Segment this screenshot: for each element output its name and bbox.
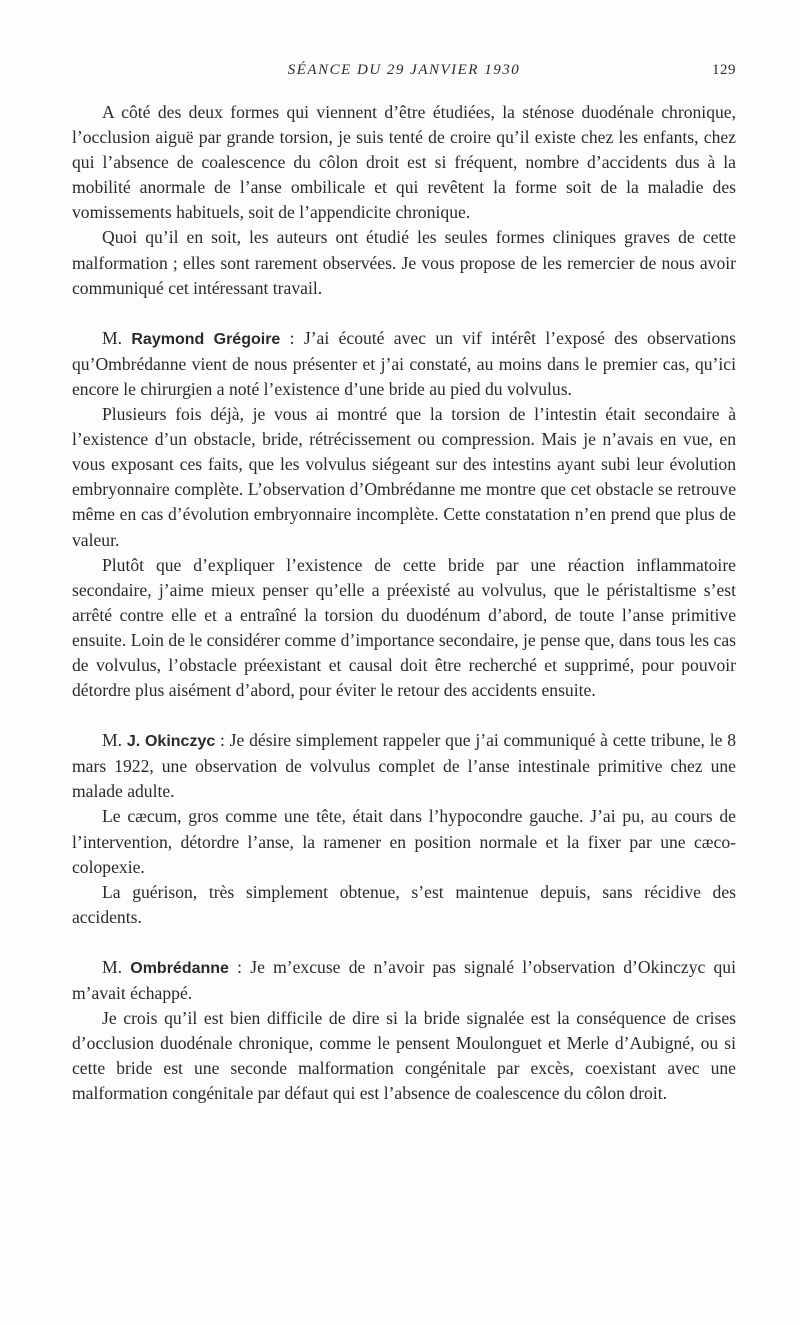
paragraph-5 <box>72 553 736 704</box>
speaker-name: Ombrédanne <box>130 959 229 977</box>
paragraph-text: : Je m’excuse de n’avoir pas signalé l’observation d’Okinczyc qui m’avait échappé. <box>72 956 736 1003</box>
paragraph-text: : J’ai écouté avec un vif intérêt l’exposé des observations qu’Ombrédanne vient de nous présenter et j’ai constaté, au moins dans le premier cas, qu’ici encore le chirurgien a noté l’existence d’une bride au pied du volvulus. <box>72 327 736 399</box>
speaker-prefix: M. <box>102 956 131 977</box>
paragraph-3 <box>72 326 736 402</box>
page-body <box>72 100 736 1106</box>
paragraph-8 <box>72 880 736 930</box>
paragraph-4 <box>72 402 736 553</box>
paragraph-text: Plusieurs fois déjà, je vous ai montré que la torsion de l’intestin était secondaire à l’existence d’un obstacle, bride, rétrécissement ou compression. Mais je n’avais en vue, en vous exposant ces faits, que les volvulus siégeant sur des intestins ayant subi leur évolution embryonnaire complète. L’observation d’Ombrédanne me montre que cet obstacle se retrouve même en cas d’évolution embryonnaire incomplète. Cette constatation n’en prend que plus de valeur. <box>72 404 736 550</box>
paragraph-text: La guérison, très simplement obtenue, s’est maintenue depuis, sans récidive des accidents. <box>72 881 736 927</box>
speaker-name: Raymond Grégoire <box>131 330 281 348</box>
paragraph-1 <box>72 100 736 225</box>
paragraph-text: A côté des deux formes qui viennent d’être étudiées, la sténose duodénale chronique, l’occlusion aiguë par grande torsion, je suis tenté de croire qu’il existe chez les enfants, chez qui l’absence de coalescence du côlon droit est si fréquent, nombre d’accidents dus à la mobilité anormale de l’anse ombilicale et qui revêtent la forme soit de la maladie des vomissements habituels, soit de l’appendicite chronique. <box>72 102 736 223</box>
paragraph-text: Plutôt que d’expliquer l’existence de cette bride par une réaction inflammatoire secondaire, j’aime mieux penser qu’elle a préexisté au volvulus, que le péristaltisme s’est arrêté contre elle et a entraîné la torsion du duodénum d’abord, de toute l’anse primitive ensuite. Loin de le considérer comme d’importance secondaire, je pense que, dans tous les cas de volvulus, l’obstacle préexistant et causal doit être recherché et supprimé, pour pouvoir détordre plus aisément d’abord, pour éviter le retour des accidents ensuite. <box>72 554 736 701</box>
paragraph-9 <box>72 955 736 1006</box>
page-number: 129 <box>712 62 736 78</box>
speaker-prefix: M. <box>102 730 127 751</box>
paragraph-2 <box>72 225 736 300</box>
paragraph-6 <box>72 728 736 804</box>
paragraph-text: Je crois qu’il est bien difficile de dire si la bride signalée est la conséquence de crises d’occlusion duodénale chronique, comme le pensent Moulonguet et Merle d’Aubigné, ou si cette bride est une seconde malformation congénitale par excès, coexistant avec une malformation congénitale par défaut qui est l’absence de coalescence du côlon droit. <box>72 1008 736 1104</box>
paragraph-text: : Je désire simplement rappeler que j’ai communiqué à cette tribune, le 8 mars 1922, une observation de volvulus complet de l’anse intestinale primitive chez une malade adulte. <box>72 730 736 802</box>
page-header <box>72 58 736 86</box>
paragraph-text: Quoi qu’il en soit, les auteurs ont étudié les seules formes cliniques graves de cette malformation ; elles sont rarement observées. Je vous propose de les remercier de nous avoir communiqué cet intéressant travail. <box>72 227 736 298</box>
speaker-name: J. Okinczyc <box>126 733 216 751</box>
paragraph-7 <box>72 804 736 879</box>
paragraph-text: Le cæcum, gros comme une tête, était dans l’hypocondre gauche. J’ai pu, au cours de l’intervention, détordre l’anse, la ramener en position normale et la fixer par une cæco-colopexie. <box>72 806 736 877</box>
paragraph-10 <box>72 1006 736 1106</box>
running-head: SÉANCE DU 29 JANVIER 1930 <box>287 62 521 78</box>
speaker-prefix: M. <box>102 327 132 348</box>
